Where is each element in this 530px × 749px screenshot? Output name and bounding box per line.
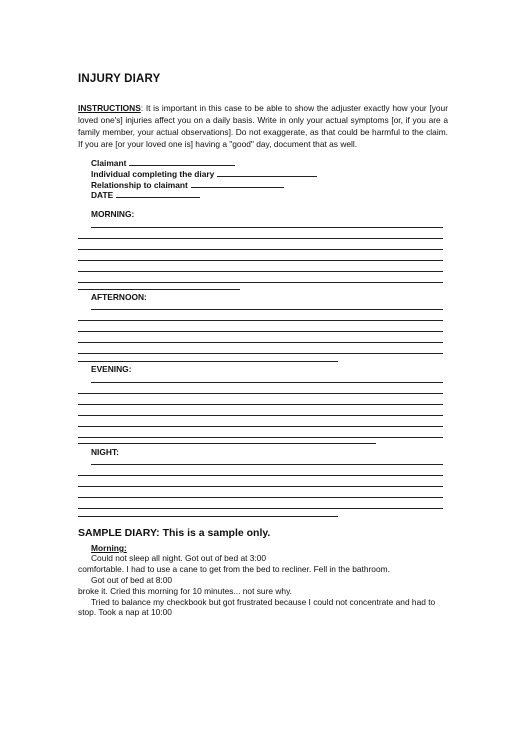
claimant-field — [91, 157, 235, 168]
writing-line[interactable] — [78, 353, 443, 354]
writing-line[interactable] — [78, 282, 443, 283]
writing-line[interactable] — [78, 320, 443, 321]
writing-line[interactable] — [78, 393, 443, 394]
writing-line[interactable] — [91, 464, 443, 465]
instructions-lead: INSTRUCTIONS — [78, 103, 141, 113]
date-field — [91, 189, 200, 200]
writing-line[interactable] — [78, 443, 376, 444]
writing-line[interactable] — [78, 516, 338, 517]
night-heading: NIGHT: — [91, 447, 119, 457]
claimant-label: Claimant — [91, 158, 127, 168]
morning-heading: MORNING: — [91, 209, 135, 219]
writing-line[interactable] — [78, 415, 443, 416]
writing-line[interactable] — [78, 289, 240, 290]
sample-diary-title: SAMPLE DIARY: This is a sample only. — [78, 527, 271, 539]
sample-line: Got out of bed at 8:00 — [91, 575, 173, 585]
individual-input-line[interactable] — [217, 168, 317, 177]
writing-line[interactable] — [78, 497, 443, 498]
writing-line[interactable] — [78, 426, 443, 427]
page-title: INJURY DIARY — [78, 73, 161, 85]
writing-line[interactable] — [78, 437, 443, 438]
writing-line[interactable] — [78, 361, 338, 362]
writing-line[interactable] — [78, 249, 443, 250]
writing-line[interactable] — [78, 238, 443, 239]
sample-line: broke it. Cried this morning for 10 minutes... not sure why. — [78, 586, 292, 596]
writing-line[interactable] — [78, 475, 443, 476]
writing-line[interactable] — [78, 342, 443, 343]
sample-morning-heading: Morning: — [91, 543, 127, 553]
relationship-input-line[interactable] — [191, 179, 284, 188]
writing-line[interactable] — [91, 309, 443, 310]
claimant-input-line[interactable] — [129, 157, 235, 166]
sample-line: Could not sleep all night. Got out of bed at 3:00 — [91, 553, 267, 563]
instructions-text: : It is important in this case to be able to show the adjuster exactly how your [your loved one's] injuries affect you on a daily basis. Write in only your actual symptoms [or, if you are a family member, your actual observations]. Do not exaggerate, as that could be harmful to the claim. If you are [or your loved one is] having a "good" day, document that as well. — [78, 103, 448, 149]
relationship-label: Relationship to claimant — [91, 180, 188, 190]
writing-line[interactable] — [91, 227, 443, 228]
sample-line: stop. Took a nap at 10:00 — [78, 607, 172, 617]
writing-line[interactable] — [78, 271, 443, 272]
sample-line: Tried to balance my checkbook but got frustrated because I could not concentrate and had to — [91, 597, 436, 607]
date-input-line[interactable] — [116, 189, 200, 198]
writing-line[interactable] — [78, 260, 443, 261]
individual-field — [91, 168, 317, 179]
date-label: DATE — [91, 190, 114, 200]
writing-line[interactable] — [78, 331, 443, 332]
writing-line[interactable] — [78, 508, 443, 509]
instructions-paragraph — [78, 102, 448, 150]
afternoon-heading: AFTERNOON: — [91, 292, 147, 302]
writing-line[interactable] — [91, 382, 443, 383]
writing-line[interactable] — [78, 486, 443, 487]
writing-line[interactable] — [78, 404, 443, 405]
sample-line: comfortable. I had to use a cane to get from the bed to recliner. Fell in the bathroom. — [78, 564, 390, 574]
individual-label: Individual completing the diary — [91, 169, 215, 179]
evening-heading: EVENING: — [91, 364, 132, 374]
